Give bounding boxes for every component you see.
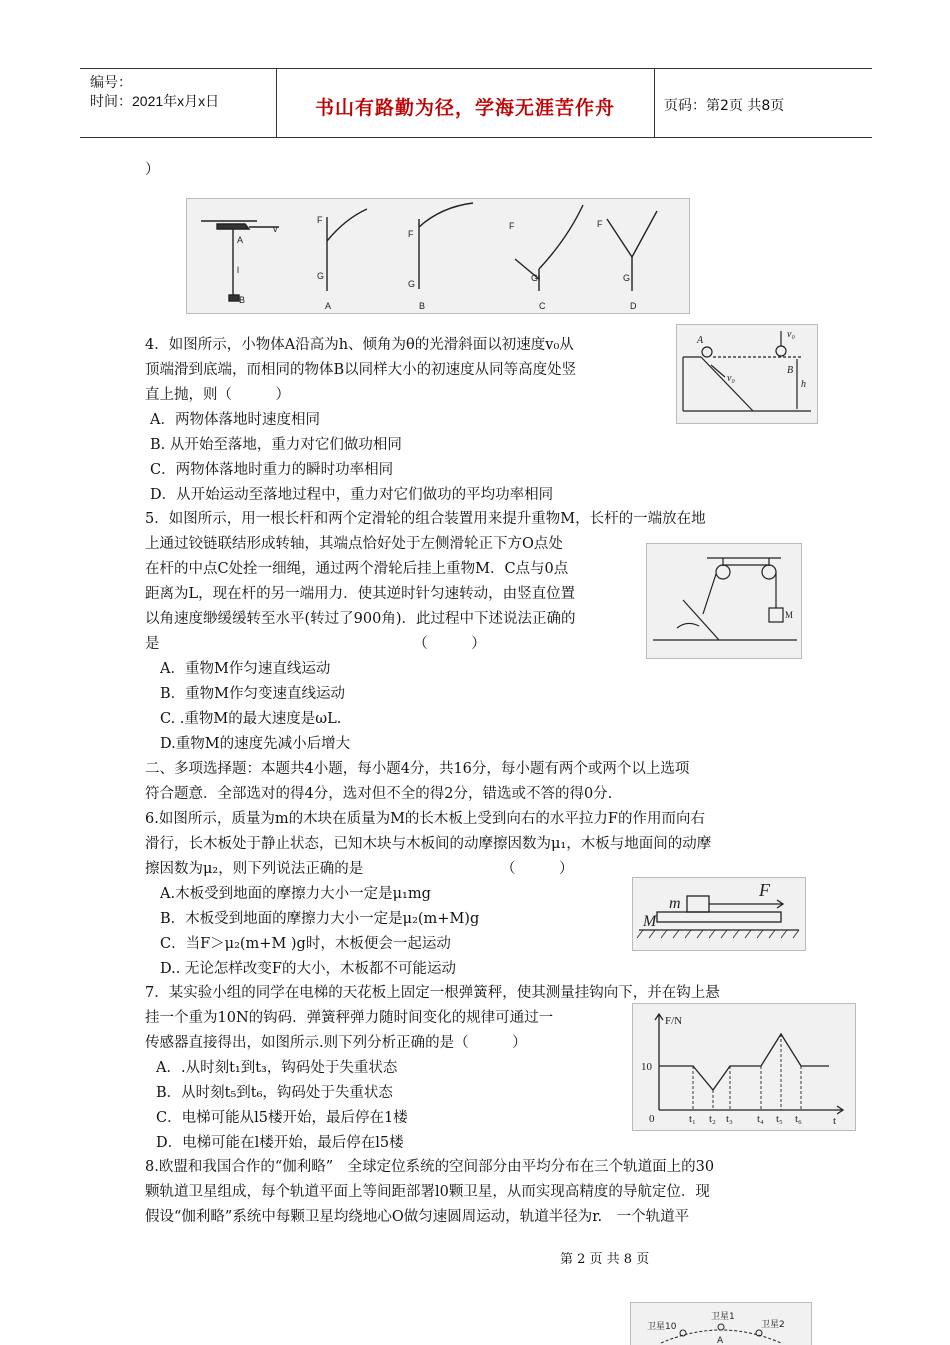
figure-q7-force-time-graph bbox=[632, 1003, 856, 1131]
q7-graph-y10-label: 10 bbox=[641, 1061, 652, 1073]
q6-option-b: B．木板受到地面的摩擦力大小一定是μ₂(m+M)g bbox=[160, 911, 480, 927]
fig1-f-label: F bbox=[597, 219, 603, 229]
q7-line: 7．某实验小组的同学在电梯的天花板上固定一根弹簧秤，使其测量挂钩向下，并在钩上悬 bbox=[145, 985, 720, 1001]
fig1-b-point: B bbox=[239, 295, 246, 305]
q4-fig-h-label: h bbox=[801, 379, 806, 390]
q6-line: 滑行，长木板处于静止状态，已知木块与木板间的动摩擦因数为μ₁，木板与地面间的动摩 bbox=[145, 836, 712, 852]
figure-q4-incline bbox=[676, 324, 818, 424]
q7-graph-tick: t₁ bbox=[689, 1113, 696, 1125]
q8-fig-satellite-2: 卫星2 bbox=[761, 1320, 785, 1330]
q4-fig-b-label: B bbox=[787, 365, 794, 376]
q7-line: 传感器直接得出，如图所示.则下列分析正确的是（ ） bbox=[145, 1035, 527, 1051]
q5-option-c: C. .重物M的最大速度是ωL. bbox=[160, 711, 342, 727]
q7-option-a: A．.从时刻t₁到t₃，钩码处于失重状态 bbox=[156, 1060, 398, 1076]
q7-line: 挂一个重为10N的钩码．弹簧秤弹力随时间变化的规律可通过一 bbox=[145, 1010, 554, 1026]
header-divider bbox=[654, 69, 655, 137]
q5-fig-m-label: M bbox=[785, 610, 794, 620]
figure-q8-satellites bbox=[630, 1302, 812, 1345]
q4-fig-a-label: A bbox=[697, 335, 704, 346]
q8-fig-a-label: A bbox=[717, 1336, 724, 1345]
fig1-option-letter: D bbox=[630, 301, 637, 311]
q7-option-b: B．从时刻t₅到t₆，钩码处于失重状态 bbox=[156, 1085, 393, 1101]
q4-line: 4．如图所示，小物体A沿高为h、倾角为θ的光滑斜面以初速度v₀从 bbox=[145, 337, 574, 353]
q6-option-c: C．当F＞μ₂(m+M )g时，木板便会一起运动 bbox=[160, 936, 451, 952]
q4-option-a: A．两物体落地时速度相同 bbox=[150, 412, 320, 428]
q7-graph-tick: t₅ bbox=[776, 1113, 783, 1125]
figure-q5-pulley bbox=[646, 543, 802, 659]
fig1-f-label: F bbox=[317, 215, 323, 225]
q6-fig-big-m-label: M bbox=[643, 913, 657, 930]
q5-option-b: B．重物M作匀变速直线运动 bbox=[160, 686, 346, 702]
q5-line: 5．如图所示，用一根长杆和两个定滑轮的组合装置用来提升重物M，长杆的一端放在地 bbox=[145, 511, 706, 527]
q7-graph-tick: t₄ bbox=[757, 1113, 764, 1125]
page-indicator: 页码：第2页 共8页 bbox=[664, 98, 785, 114]
fig1-g-label: G bbox=[408, 279, 416, 289]
header-divider bbox=[276, 69, 277, 137]
q7-graph-tick: t₆ bbox=[795, 1113, 802, 1125]
fig1-v-label: v bbox=[273, 224, 278, 234]
q4-option-c: C．两物体落地时重力的瞬时功率相同 bbox=[150, 462, 394, 478]
q7-graph-tick: t₃ bbox=[726, 1113, 733, 1125]
fig1-f-label: F bbox=[509, 221, 515, 231]
q5-line: 上通过铰链联结形成转轴，其端点恰好处于左侧滑轮正下方O点处 bbox=[145, 536, 563, 552]
fig1-option-letter: C bbox=[539, 301, 546, 311]
q8-line: 假设“伽利略”系统中每颗卫星均绕地心O做匀速圆周运动，轨道半径为r. 一个轨道平 bbox=[145, 1209, 690, 1225]
section-2-heading: 二、多项选择题：本题共4小题，每小题4分，共16分，每小题有两个或两个以上选项 bbox=[145, 761, 690, 777]
fig1-l-label: l bbox=[237, 265, 239, 275]
q6-option-a: A.木板受到地面的摩擦力大小一定是μ₁mg bbox=[160, 886, 431, 902]
q8-line: 颗轨道卫星组成，每个轨道平面上等间距部署l0颗卫星，从而实现高精度的导航定位．现 bbox=[145, 1184, 710, 1200]
header-left bbox=[90, 73, 219, 111]
fig1-option-letter: A bbox=[325, 301, 332, 311]
q5-line: 在杆的中点C处拴一细绳，通过两个滑轮后挂上重物M．C点与0点 bbox=[145, 561, 569, 577]
q7-option-c: C．电梯可能从l5楼开始，最后停在1楼 bbox=[156, 1110, 408, 1126]
serial-label: 编号： bbox=[90, 74, 132, 90]
q7-graph-origin: 0 bbox=[649, 1113, 655, 1125]
fig1-a-point: A bbox=[237, 235, 244, 245]
q6-line: 擦因数为μ₂，则下列说法正确的是 （ ） bbox=[145, 861, 574, 877]
q7-graph-ylabel: F/N bbox=[665, 1015, 683, 1027]
q6-option-d: D.. 无论怎样改变F的大小，木板都不可能运动 bbox=[160, 961, 456, 977]
q8-fig-satellite-1: 卫星1 bbox=[711, 1312, 735, 1322]
q8-line: 8.欧盟和我国合作的“伽利略” 全球定位系统的空间部分由平均分布在三个轨道面上的30 bbox=[145, 1159, 715, 1175]
q4-fig-v0-up: v₀ bbox=[787, 329, 795, 340]
q6-fig-m-label: m bbox=[669, 895, 681, 912]
q5-line: 以角速度缈缓缓转至水平(转过了900角)．此过程中下述说法正确的 bbox=[145, 611, 576, 627]
q5-line: 距离为L，现在杆的另一端用力．使其逆时针匀速转动，由竖直位置 bbox=[145, 586, 576, 602]
date-label: 时间：2021年x月x日 bbox=[90, 93, 220, 109]
q5-option-a: A．重物M作匀速直线运动 bbox=[160, 661, 331, 677]
q7-graph-tick: t₂ bbox=[709, 1113, 716, 1125]
figure-helicopter-forces bbox=[186, 198, 690, 314]
q7-graph-t-axis: t bbox=[833, 1115, 837, 1127]
q4-option-b: B. 从开始至落地，重力对它们做功相同 bbox=[150, 437, 402, 453]
fig1-option-letter: B bbox=[419, 301, 426, 311]
section-2-heading: 符合题意．全部选对的得4分，选对但不全的得2分，错选或不答的得0分. bbox=[145, 786, 613, 802]
page-footer: 第 2 页 共 8 页 bbox=[560, 1252, 650, 1267]
q5-option-d: D.重物M的速度先减小后增大 bbox=[160, 736, 351, 752]
fig1-g-label: G bbox=[531, 273, 539, 283]
q6-line: 6.如图所示，质量为m的木块在质量为M的长木板上受到向右的水平拉力F的作用而向右 bbox=[145, 811, 705, 827]
q4-line: 直上抛，则（ ） bbox=[145, 387, 290, 403]
fig1-g-label: G bbox=[317, 271, 325, 281]
figure-q6-blocks bbox=[632, 877, 806, 951]
fig1-g-label: G bbox=[623, 273, 631, 283]
fig1-f-label: F bbox=[408, 229, 414, 239]
q4-fig-v0-slope: v₀ bbox=[727, 373, 735, 384]
q7-option-d: D．电梯可能在l楼开始，最后停在l5楼 bbox=[156, 1135, 404, 1151]
q4-line: 顶端滑到底端，而相同的物体B以同样大小的初速度从同等高度处竖 bbox=[145, 362, 577, 378]
q6-fig-f-label: F bbox=[759, 880, 770, 900]
q5-line: 是 （ ） bbox=[145, 636, 486, 652]
page-header bbox=[80, 68, 872, 138]
q8-fig-satellite-10: 卫星10 bbox=[647, 1322, 677, 1332]
q4-option-d: D．从开始运动至落地过程中，重力对它们做功的平均功率相同 bbox=[150, 487, 554, 503]
closing-paren: ） bbox=[145, 162, 160, 178]
header-motto: 书山有路勤为径，学海无涯苦作舟 bbox=[314, 97, 615, 119]
